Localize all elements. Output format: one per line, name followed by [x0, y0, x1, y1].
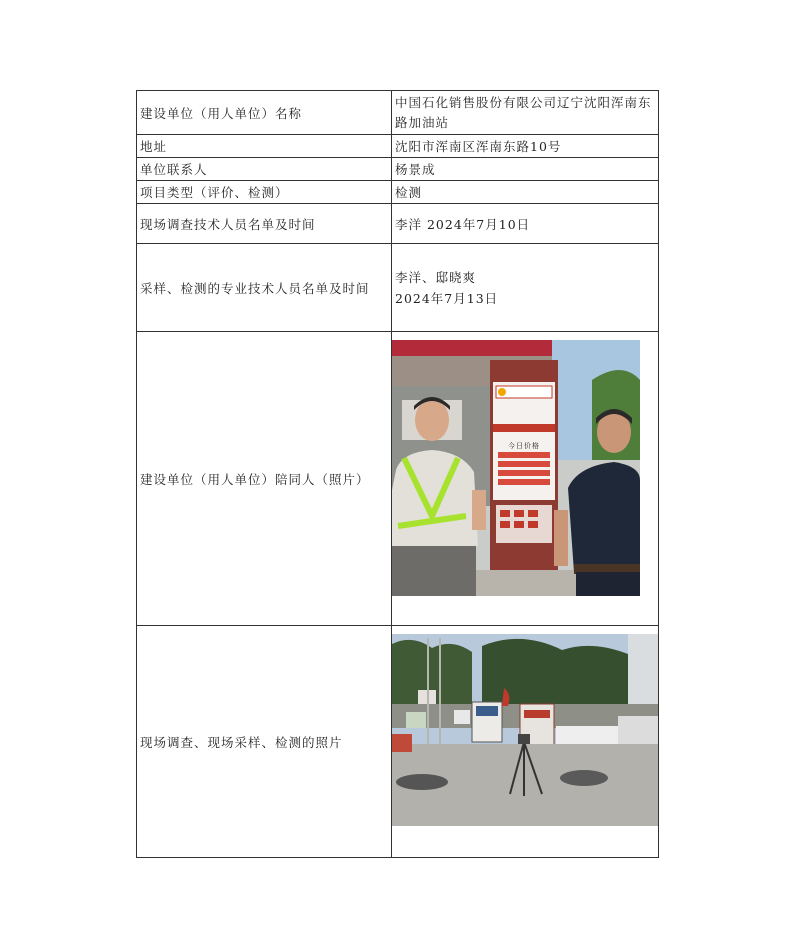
- value-project-type: 检测: [392, 181, 659, 204]
- label-project-type: 项目类型（评价、检测）: [137, 181, 392, 204]
- table-row: [137, 626, 659, 858]
- label-address: 地址: [137, 135, 392, 158]
- value-sampling-staff: [392, 244, 659, 332]
- table-row: [137, 158, 659, 181]
- sign-title: 今日价格: [508, 442, 540, 450]
- label-sampling-staff: 采样、检测的专业技术人员名单及时间: [137, 244, 392, 332]
- table-row: [137, 204, 659, 244]
- value-sampling-date: 2024年7月13日: [395, 290, 499, 306]
- value-sampling-names: 李洋、邸晓爽: [395, 269, 477, 285]
- photo-2-image: [392, 634, 658, 826]
- photo-two-people-at-gas-station: [392, 340, 658, 596]
- photo-cell-2: [392, 626, 659, 858]
- info-table: [136, 90, 659, 858]
- label-survey-staff: 现场调查技术人员名单及时间: [137, 204, 392, 244]
- table-row: [137, 244, 659, 332]
- table-row: [137, 91, 659, 135]
- label-site-photos: 现场调查、现场采样、检测的照片: [137, 626, 392, 858]
- label-accompanying-person: 建设单位（用人单位）陪同人（照片）: [137, 332, 392, 626]
- table-row: [137, 135, 659, 158]
- value-contact: 杨景成: [392, 158, 659, 181]
- table-row: [137, 181, 659, 204]
- photo-gas-station-forecourt-sampling: [392, 634, 658, 826]
- value-survey-staff: 李洋 2024年7月10日: [392, 204, 659, 244]
- label-unit-name: 建设单位（用人单位）名称: [137, 91, 392, 135]
- value-address: 沈阳市浑南区浑南东路10号: [392, 135, 659, 158]
- value-unit-name: 中国石化销售股份有限公司辽宁沈阳浑南东路加油站: [392, 91, 659, 135]
- photo-cell-1: [392, 332, 659, 626]
- label-contact: 单位联系人: [137, 158, 392, 181]
- photo-1-image: [392, 340, 640, 596]
- table-row: [137, 332, 659, 626]
